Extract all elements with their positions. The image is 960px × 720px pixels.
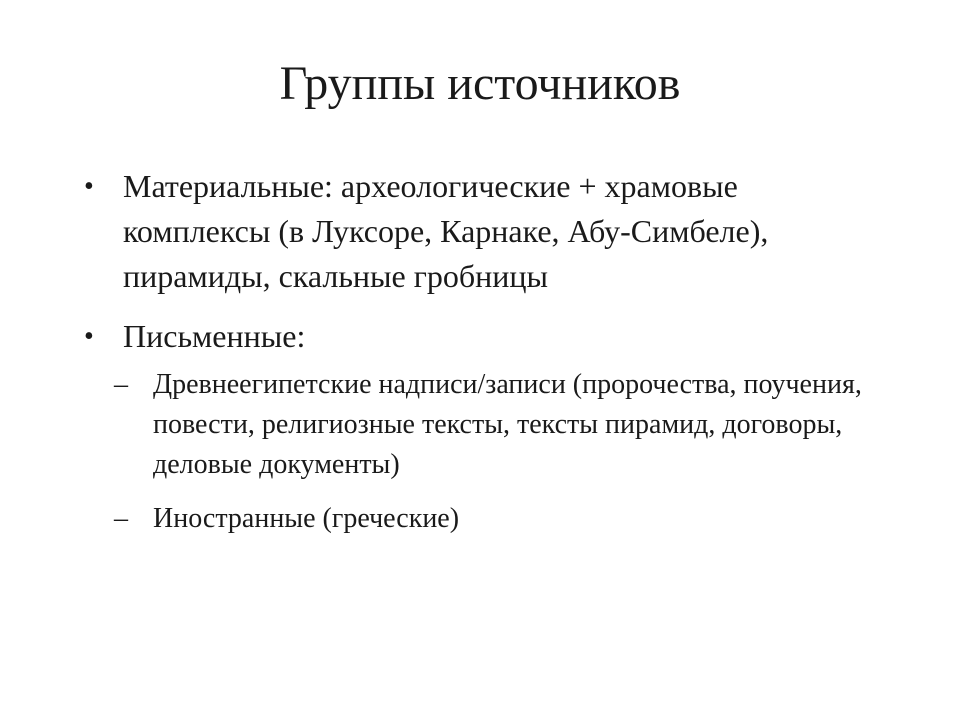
sub-bullet-egyptian [114,365,913,485]
dash-marker: – [114,369,128,400]
bullet-written [84,314,884,539]
bullet-marker: • [84,321,94,352]
sub-bullet-list [114,365,884,539]
bullet-text-written: Письменные: [123,318,306,354]
bullet-text-material: Материальные: археологические + храмовые комплексы (в Луксоре, Карнаке, Абу-Симбеле), пирамиды, скальные гробницы [123,168,769,294]
bullet-material [84,164,884,299]
bullet-marker: • [84,171,94,202]
bullet-list [84,164,884,554]
sub-bullet-foreign [114,499,913,539]
dash-marker: – [114,503,128,534]
sub-bullet-text-egyptian: Древнеегипетские надписи/записи (пророчества, поучения, повести, религиозные тексты, тексты пирамид, договоры, деловые документы) [153,369,862,480]
sub-bullet-text-foreign: Иностранные (греческие) [153,503,460,534]
slide-title: Группы источников [279,57,681,110]
